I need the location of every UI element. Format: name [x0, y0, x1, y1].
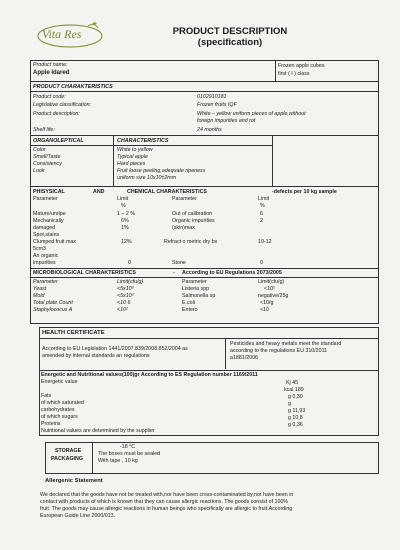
micro-row-1-limit2: <10²	[264, 286, 275, 292]
logo-text: Vita Res	[42, 27, 82, 41]
col-limit-2: Limit	[258, 196, 270, 202]
product-name-value: Apple Idared	[33, 70, 70, 76]
physical-header-3: CHEMICAL CHARAKTERISTICS	[127, 189, 207, 195]
desc-value-1: White – yellow uniform pieces of apple,without	[197, 111, 306, 117]
divider	[30, 145, 272, 146]
health-right-1: Pesticides and heavy metals meet the standard	[230, 341, 342, 347]
saturated-label: of which saturated	[41, 400, 84, 406]
storage-temp: -18 °C	[120, 444, 136, 450]
nutrition-header: Energetic and Nutritional values(100)gr According to ES Regulation number 1169/2011	[41, 372, 258, 378]
phys-row-3-param: damaged	[33, 225, 56, 231]
nutrition-note: Nutritional values are determined by the supplier	[41, 428, 155, 434]
phys-row-4-param: Spot,stains	[33, 232, 60, 238]
micro-row-2-limit2: negative/25g	[258, 293, 289, 299]
physical-header-1: PHISYSICAL	[33, 189, 65, 195]
shelf-label: Shelf life:	[33, 127, 55, 133]
micro-row-1-param2: Listeria spp	[182, 286, 210, 292]
divider	[275, 60, 276, 81]
micro-row-3-param: Total plate Count	[33, 300, 73, 306]
saturated-value: g	[288, 401, 291, 407]
characteristics-header: PRODUCT CHARAKTERISTICS	[33, 84, 113, 90]
product-code-value: 0102910181	[197, 94, 227, 100]
phys-row-3-limit: 1%	[121, 225, 129, 231]
packaging-label: PACKAGING	[51, 456, 83, 462]
legis-label: Legislative classification:	[33, 102, 91, 108]
phys-row-5-param2: Refract o metric dry bx	[164, 239, 218, 245]
fats-label: Fats	[41, 393, 52, 399]
storage-label: STORAGE	[55, 448, 82, 454]
nutrition-box	[39, 370, 379, 436]
col-parameter: Parameter	[33, 196, 58, 202]
proteins-label: Proteins	[41, 421, 61, 427]
health-right-3: a1881/2006	[230, 355, 258, 361]
health-right-2: according to the regulations EU 310/2011	[230, 348, 328, 354]
phys-row-1-param: Mature/unripe	[33, 211, 66, 217]
micro-row-1-limit: <5x10³	[117, 286, 134, 292]
micro-row-3-limit: <10 6	[117, 300, 131, 306]
vita-res-logo	[36, 22, 104, 50]
look-value-2: uniform size 10x10±2mm	[117, 175, 177, 181]
divider	[30, 91, 378, 92]
phys-row-8-param2: Stone	[172, 260, 186, 266]
micro-row-1-param: Yeast	[33, 286, 47, 292]
phys-row-6-param: 5cm3	[33, 246, 46, 252]
phys-row-2-limit: 6%	[121, 218, 129, 224]
allergen-line-3: fruit. The goods may cause allergic reactions in human beings who specifically are allergic to fruit.According	[40, 506, 293, 512]
physical-header-4: -defects per 10 kg sample	[272, 189, 337, 195]
carbs-label: carbohydrates	[41, 407, 75, 413]
phys-row-1-limit2: 6	[260, 211, 263, 217]
smell-value: Typical apple	[117, 154, 148, 160]
phys-row-8-limit: 0	[128, 260, 131, 266]
micro-row-2-param2: Salmonella sp	[182, 293, 216, 299]
micro-dash: -	[173, 270, 175, 276]
storage-box	[45, 442, 379, 474]
title-line-1: PRODUCT DESCRIPTION	[172, 26, 288, 37]
phys-row-5-limit2: 10-12	[258, 239, 272, 245]
micro-row-2-param: Mold	[33, 293, 45, 299]
desc-value-2: foreign impurities and rot	[197, 118, 256, 124]
phys-row-1-param2: Out of calibration	[172, 211, 213, 217]
allergen-line-2: contact with products of which is known that they can cause allergic reactions. The goods consist of 100%	[40, 499, 289, 505]
micro-col-param: Parameter	[33, 279, 58, 285]
proteins-value: g 0,36	[288, 422, 303, 428]
micro-row-4-limit2: <10	[260, 307, 269, 313]
page-title	[120, 26, 340, 48]
consistency-value: Hard pieces	[117, 161, 146, 167]
product-name-label: Product name:	[33, 62, 68, 68]
phys-row-8-limit2: 0	[260, 260, 263, 266]
divider	[39, 338, 378, 339]
phys-row-2-limit2: 2	[260, 218, 263, 224]
smell-label: Smell/Taste	[33, 154, 61, 160]
divider	[30, 81, 378, 82]
micro-row-3-param2: E.coli	[182, 300, 195, 306]
health-left-1: According to EU Legislation 1441/2007.839/2008.852/2004 as	[42, 346, 188, 352]
shelf-value: 24 months	[197, 127, 222, 133]
storage-seal: The boxes must be sealed	[98, 451, 161, 457]
energy-kcal: kcal 189	[284, 387, 304, 393]
carbs-value: g 11,93	[288, 408, 306, 414]
product-code-label: Product code:	[33, 94, 66, 100]
micro-row-4-param: Staphylococus A	[33, 307, 73, 313]
fats-value: g 0,30	[288, 394, 303, 400]
product-cubes: Frozen apple cubes	[278, 63, 325, 69]
allergen-line-4: European Guide Line 2000/013.	[40, 513, 116, 519]
divider	[272, 135, 273, 187]
phys-row-2-param2: Organic impurities	[172, 218, 215, 224]
micro-regulation: According to EU Regulations 2073/2005	[182, 270, 282, 276]
micro-col-param2: Parameter	[182, 279, 207, 285]
energy-label: Energetic value	[41, 379, 78, 385]
sugars-label: of which sugars	[41, 414, 78, 420]
look-label: Look	[33, 168, 45, 174]
micro-col-limit2: Limit(cfu/g)	[258, 279, 285, 285]
divider	[113, 135, 114, 187]
phys-row-2-param: Mechanically	[33, 218, 64, 224]
phys-row-5-limit: 12%	[121, 239, 132, 245]
organoleptical-header-right: CHARACTERISTICS	[117, 138, 169, 144]
pct-1: %	[121, 203, 126, 209]
divider	[30, 135, 378, 136]
energy-kj: Kj 45	[286, 380, 299, 386]
col-limit: Limit	[117, 196, 129, 202]
consistency-label: Consistency	[33, 161, 62, 167]
physical-header-2: AND	[93, 189, 105, 195]
divider	[30, 186, 378, 187]
phys-row-3-param2: (skin)max	[172, 225, 195, 231]
desc-label: Product description:	[33, 111, 80, 117]
micro-row-4-limit: <10²	[117, 307, 128, 313]
col-parameter-2: Parameter	[172, 196, 197, 202]
divider	[92, 442, 93, 473]
micro-row-2-limit: <5x10³	[117, 293, 134, 299]
title-line-2: (specification)	[197, 37, 263, 48]
phys-row-7-param: An organic	[33, 253, 59, 259]
storage-tape: With tape , 10 kg	[98, 458, 138, 464]
phys-row-8-param: impurities	[33, 260, 56, 266]
organoleptical-header: ORGANOLEPTICAL	[33, 138, 84, 144]
allergen-line-1: We declared that the goods have not be treated with,nor have been cross-contaminated by,nor have been in	[40, 492, 294, 498]
legis-value: Frozen fruits IQF	[197, 102, 237, 108]
look-value: Fruit loose peeling,adequate ripeness	[117, 168, 206, 174]
color-value: White to yellow	[117, 147, 153, 153]
micro-col-limit: Limit(cfu/g)	[117, 279, 144, 285]
micro-header: MICROBIOLOGICAL CHARAKTERISTICS	[33, 270, 136, 276]
divider	[225, 338, 226, 369]
allergen-header: Allergenic Statement	[45, 478, 103, 484]
health-left-2: amended by internal standards an regulations	[42, 353, 150, 359]
sugars-value: g 10,8	[288, 415, 303, 421]
divider	[30, 268, 378, 269]
micro-row-3-limit2: <10/g	[260, 300, 274, 306]
phys-row-5-param: Clumped fruit max	[33, 239, 76, 245]
pct-2: %	[260, 203, 265, 209]
health-header: HEALTH CERTIFICATE	[42, 330, 105, 336]
micro-row-4-param2: Entero	[182, 307, 198, 313]
divider	[30, 277, 378, 278]
phys-row-1-limit: 1 – 2 %	[117, 211, 135, 217]
color-label: Color	[33, 147, 46, 153]
product-class: first ( I ) class	[278, 71, 310, 77]
